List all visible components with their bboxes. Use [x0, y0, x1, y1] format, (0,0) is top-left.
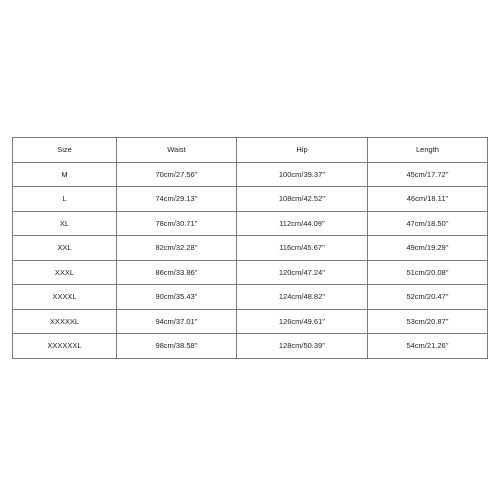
length-cell: 47cm/18.50'': [368, 211, 488, 236]
size-cell: M: [13, 162, 117, 187]
length-cell: 46cm/18.11'': [368, 187, 488, 212]
header-waist: Waist: [117, 138, 237, 163]
length-cell: 45cm/17.72'': [368, 162, 488, 187]
size-cell: XL: [13, 211, 117, 236]
hip-cell: 100cm/39.37'': [237, 162, 368, 187]
size-cell: L: [13, 187, 117, 212]
table-header-row: [13, 138, 488, 163]
header-length: Length: [368, 138, 488, 163]
length-cell: 54cm/21.26'': [368, 334, 488, 359]
table-row: [13, 162, 488, 187]
table-row: [13, 285, 488, 310]
length-cell: 51cm/20.08'': [368, 260, 488, 285]
waist-cell: 90cm/35.43'': [117, 285, 237, 310]
table-row: [13, 187, 488, 212]
header-size: Size: [13, 138, 117, 163]
size-cell: XXXXXXL: [13, 334, 117, 359]
hip-cell: 108cm/42.52'': [237, 187, 368, 212]
size-cell: XXXL: [13, 260, 117, 285]
table-row: [13, 334, 488, 359]
header-hip: Hip: [237, 138, 368, 163]
waist-cell: 74cm/29.13'': [117, 187, 237, 212]
waist-cell: 94cm/37.01'': [117, 309, 237, 334]
hip-cell: 126cm/49.61'': [237, 309, 368, 334]
table-row: [13, 236, 488, 261]
hip-cell: 124cm/48.82'': [237, 285, 368, 310]
waist-cell: 78cm/30.71'': [117, 211, 237, 236]
waist-cell: 98cm/38.58'': [117, 334, 237, 359]
table-row: [13, 211, 488, 236]
waist-cell: 82cm/32.28'': [117, 236, 237, 261]
length-cell: 49cm/19.29'': [368, 236, 488, 261]
hip-cell: 116cm/45.67'': [237, 236, 368, 261]
size-chart-table: [12, 137, 488, 359]
size-cell: XXL: [13, 236, 117, 261]
hip-cell: 128cm/50.39'': [237, 334, 368, 359]
waist-cell: 86cm/33.86'': [117, 260, 237, 285]
length-cell: 52cm/20.47'': [368, 285, 488, 310]
table-row: [13, 260, 488, 285]
size-cell: XXXXXL: [13, 309, 117, 334]
waist-cell: 70cm/27.56'': [117, 162, 237, 187]
table-row: [13, 309, 488, 334]
hip-cell: 120cm/47.24'': [237, 260, 368, 285]
length-cell: 53cm/20.87'': [368, 309, 488, 334]
hip-cell: 112cm/44.09'': [237, 211, 368, 236]
size-cell: XXXXL: [13, 285, 117, 310]
